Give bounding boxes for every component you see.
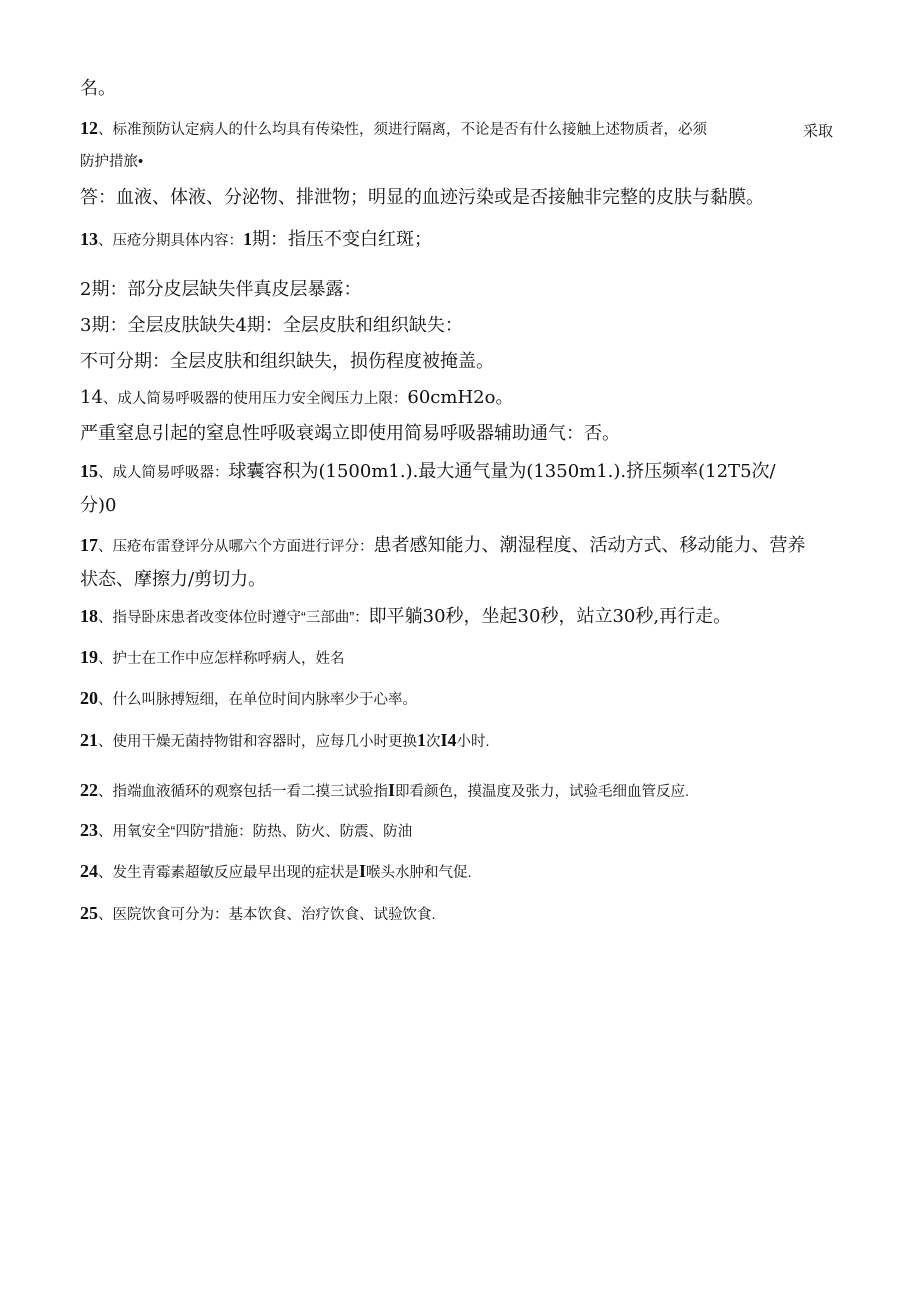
question-number: 17 [80, 535, 98, 555]
answer-12 [80, 189, 764, 207]
stage-unclassified-line [80, 353, 494, 371]
question-text: 、护士在工作中应怎样称呼病人，姓名 [98, 651, 345, 667]
answer-text: 即平躺30秒，坐起30秒，站立30秒,再行走。 [368, 606, 732, 627]
question-23 [80, 821, 412, 840]
number: 1 [417, 730, 426, 750]
text: 小时. [456, 734, 490, 750]
question-text: 、指端血液循环的观察包括一看二摸三试验指 [98, 784, 388, 800]
answer-text: 患者感知能力、潮湿程度、活动方式、移动能力、营养 [373, 535, 806, 556]
question-13 [80, 230, 432, 249]
question-14-line-2 [80, 425, 620, 443]
answer-text: 期：指压不变白红斑； [252, 229, 432, 250]
question-18 [80, 607, 731, 626]
question-number: 14 [80, 387, 103, 408]
question-text: 、什么叫脉搏短细，在单位时间内脉率少于心率。 [98, 692, 417, 708]
answer-text: 2期：部分皮层缺失伴真皮层暴露： [80, 279, 362, 300]
question-number: 24 [80, 861, 98, 881]
question-text: 、发生青霉素超敏反应最早出现的症状是 [98, 865, 359, 881]
question-12 [80, 119, 707, 138]
answer-text: 不可分期：全层皮肤和组织缺失，损伤程度被掩盖。 [80, 351, 494, 372]
question-24 [80, 862, 472, 881]
text: 即看颜色，摸温度及张力，试验毛细血管反应. [395, 784, 690, 800]
stage-number: 1 [243, 229, 252, 249]
line-continuation [80, 80, 116, 98]
question-number: 12 [80, 118, 98, 138]
answer-text: 分)0 [80, 495, 117, 516]
answer-text: 3期：全层皮肤缺失4期：全层皮肤和组织缺失： [80, 315, 463, 336]
question-text: 、压疮布雷登评分从哪六个方面进行评分： [98, 539, 374, 555]
question-21 [80, 731, 490, 750]
question-number: 13 [80, 229, 98, 249]
mark: I [388, 780, 396, 800]
question-15 [80, 462, 776, 481]
answer-text: 60cmH2o。 [407, 387, 514, 408]
answer-text: 严重窒息引起的窒息性呼吸衰竭立即使用简易呼吸器辅助通气：否。 [80, 423, 620, 444]
question-number: 18 [80, 606, 98, 626]
question-text: 、成人简易呼吸器的使用压力安全阀压力上限： [102, 391, 408, 407]
question-17 [80, 536, 806, 555]
question-text: 、用氧安全“四防”措施：防热、防火、防震、防油 [98, 824, 413, 840]
question-14 [80, 389, 513, 407]
question-text: 、医院饮食可分为：基本饮食、治疗饮食、试验饮食. [98, 907, 436, 923]
question-22 [80, 781, 689, 800]
question-12-right: 采取 [803, 123, 834, 140]
question-number: 15 [80, 461, 98, 481]
question-number: 22 [80, 780, 98, 800]
question-12-continuation [80, 155, 143, 170]
answer-text: 状态、摩擦力/剪切力。 [80, 569, 267, 590]
question-19 [80, 648, 345, 667]
stage-2-line [80, 281, 361, 299]
question-text: 、使用干燥无菌持物钳和容器时，应每几小时更换 [98, 734, 417, 750]
question-text: 、标准预防认定病人的什么均具有传染性，须进行隔离，不论是否有什么接触上述物质者，必须 [98, 122, 707, 138]
question-20 [80, 689, 417, 708]
answer-text: 答：血液、体液、分泌物、排泄物；明显的血迹污染或是否接触非完整的皮肤与黏膜。 [80, 187, 764, 208]
stage-3-line [80, 317, 463, 335]
question-number: 25 [80, 903, 98, 923]
question-number: 21 [80, 730, 98, 750]
question-15-line-2 [80, 497, 116, 515]
question-number: 20 [80, 688, 98, 708]
question-number: 23 [80, 820, 98, 840]
number: I4 [440, 730, 457, 750]
question-25 [80, 904, 436, 923]
text: 名。 [80, 78, 116, 99]
text: 次 [426, 734, 441, 750]
text: 喉头水肿和气促. [366, 865, 472, 881]
question-text: 防护措旅• [80, 154, 144, 170]
question-17-line-2 [80, 571, 266, 589]
mark: I [359, 861, 367, 881]
question-text: 、成人简易呼吸器： [98, 465, 229, 481]
question-text: 、压疮分期具体内容： [98, 233, 243, 249]
answer-text: 球囊容积为(1500m1.).最大通气量为(1350m1.).挤压频率(12T5次/ [228, 461, 776, 482]
question-text: 、指导卧床患者改变体位时遵守“三部曲”： [98, 610, 369, 626]
question-number: 19 [80, 647, 98, 667]
